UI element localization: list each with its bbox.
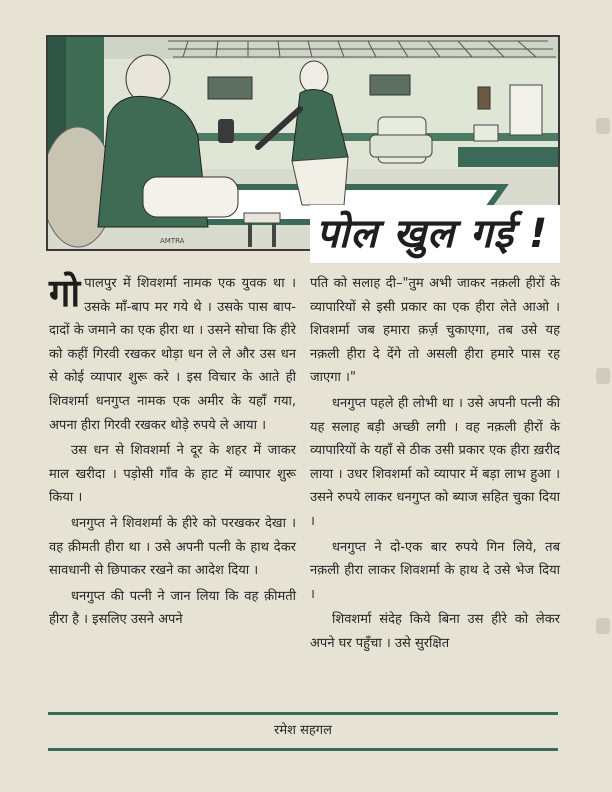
binding-clip	[596, 118, 610, 134]
author-name: रमेश सहगल	[274, 723, 332, 738]
footer-rule-top	[48, 712, 558, 715]
paragraph: शिवशर्मा संदेह किये बिना उस हीरे को लेकर अपने घर पहुँचा । उसे सुरक्षित	[310, 612, 560, 651]
binding-clip	[596, 618, 610, 634]
artist-signature: AMTRA	[160, 237, 185, 245]
paragraph: धनगुप्त पहले ही लोभी था । उसे अपनी पत्नी की यह सलाह बड़ी अच्छी लगी । वह नक़ली हीरों के व्यापारियों के यहाँ से ठीक उसी प्रकार एक हीरा ख़रीद लाया । उधर शिवशर्मा को व्यापार में बड़ा लाभ हुआ । उसने रुपये लाकर धनगुप्त को ब्याज सहित चुका दिया ।	[310, 395, 560, 529]
paragraph: धनगुप्त की पत्नी ने जान लिया कि वह क़ीमती हीरा है । इसलिए उसने अपने	[49, 588, 296, 628]
paragraph: धनगुप्त ने शिवशर्मा के हीरे को परखकर देखा । वह क़ीमती हीरा था । उसे अपनी पत्नी के हाथ देकर सावधानी से छिपाकर रखने का आदेश दिया ।	[49, 515, 296, 579]
paragraph: पति को सलाह दी–"तुम अभी जाकर नक़ली हीरों के व्यापारियों से इसी प्रकार का एक हीरा लेते आओ । शिवशर्मा जब हमारा क़र्ज़ चुकाएगा, तब उसे यह नक़ली हीरा दे देंगे तो असली हीरा हमारे पास रह जाएगा ।"	[310, 276, 560, 386]
story-title: पोल खुल गई !	[310, 205, 560, 263]
paragraph: गोपालपुर में शिवशर्मा नामक एक युवक था । उसके माँ-बाप मर गये थे । उसके पास बाप-दादों के जमाने का एक हीरा था । उसने सोचा कि हीरे को कहीं गिरवी रखकर थोड़ा धन ले ले और उस धन से कोई व्यापार शुरू करे । इस विचार के आते ही शिवशर्मा धनगुप्त नामक एक अमीर के यहाँ गया, अपना हीरा गिरवी रखकर थोड़े रुपये ले आया ।	[49, 271, 296, 433]
paragraph: धनगुप्त ने दो-एक बार रुपये गिन लिये, तब नक़ली हीरा लाकर शिवशर्मा के हाथ दे उसे भेज दिया ।	[310, 539, 560, 602]
drop-cap: गो	[49, 271, 81, 315]
paragraph: उस धन से शिवशर्मा ने दूर के शहर में जाकर माल खरीदा । पड़ोसी गाँव के हाट में व्यापार शुरू किया ।	[49, 443, 296, 506]
footer-rule-bottom	[48, 748, 558, 751]
text-column-left	[49, 272, 296, 634]
text-column-right	[310, 272, 560, 658]
binding-clip	[596, 368, 610, 384]
